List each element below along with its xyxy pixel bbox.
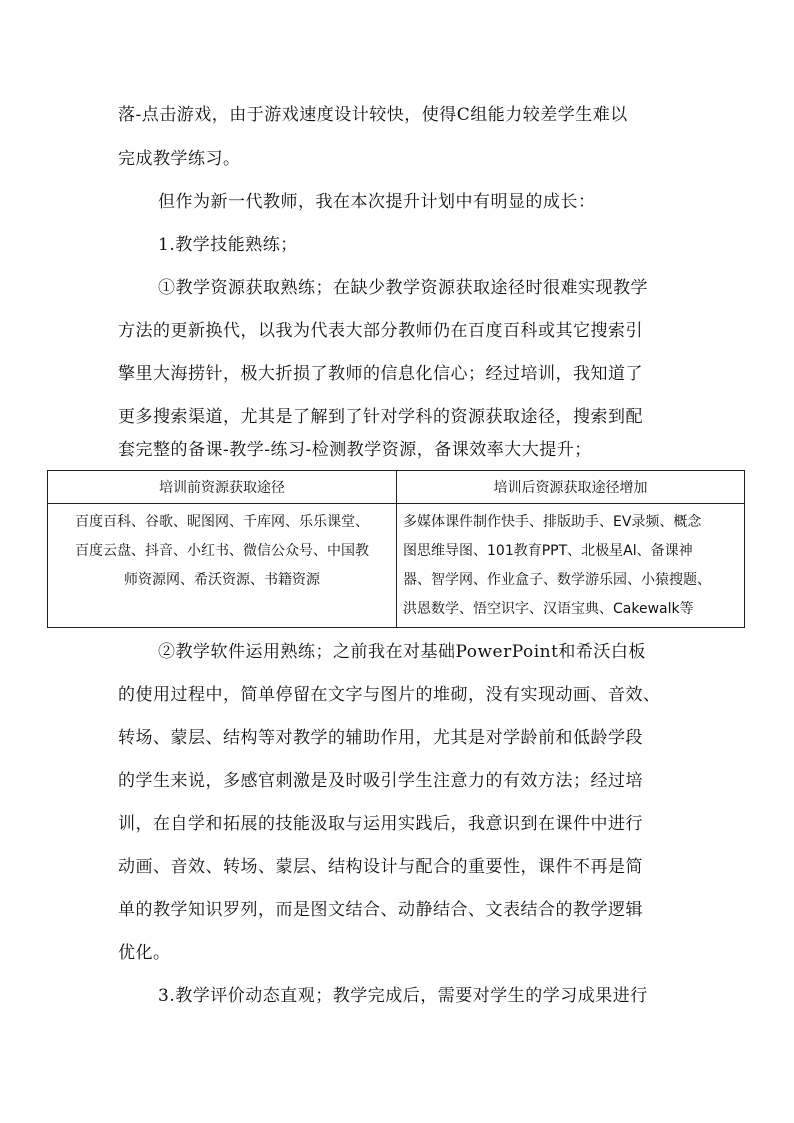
text-line: 单的教学知识罗列，而是图文结合、动静结合、文表结合的教学逻辑	[118, 900, 643, 920]
section-heading: 3.教学评价动态直观；教学完成后，需要对学生的学习成果进行	[158, 986, 648, 1006]
text-line: 擎里大海捞针，极大折损了教师的信息化信心；经过培训，我知道了	[118, 364, 643, 384]
table-cell-after	[397, 504, 745, 628]
text-line: 更多搜索渠道，尤其是了解到了针对学科的资源获取途径，搜索到配	[118, 407, 643, 427]
cell-text-line: 图思维导图、101教育PPT、北极星Al、备课神	[403, 543, 693, 559]
table-cell-before	[48, 504, 397, 628]
table-header-before: 培训前资源获取途径	[48, 471, 397, 504]
cell-text-line: 师资源网、希沃资源、书籍资源	[124, 572, 320, 588]
cell-text-line: 器、智学网、作业盒子、数学游乐园、小猿搜题、	[403, 572, 711, 588]
table-header-after: 培训后资源获取途径增加	[397, 471, 745, 504]
cell-text-line: 洪恩数学、悟空识字、汉语宝典、Cakewalk等	[403, 601, 694, 617]
text-line: 转场、蒙层、结构等对教学的辅助作用，尤其是对学龄前和低龄学段	[118, 728, 643, 748]
text-line: 完成教学练习。	[118, 149, 241, 169]
text-line: ①教学资源获取熟练；在缺少教学资源获取途径时很难实现教学	[158, 278, 648, 298]
table-header-row	[48, 471, 745, 504]
resource-comparison-table	[47, 470, 745, 628]
text-line: 动画、音效、转场、蒙层、结构设计与配合的重要性，课件不再是简	[118, 857, 643, 877]
text-line: ②教学软件运用熟练；之前我在对基础PowerPoint和希沃白板	[158, 642, 646, 662]
text-line: 训，在自学和拓展的技能汲取与运用实践后，我意识到在课件中进行	[118, 814, 643, 834]
text-line: 的学生来说，多感官刺激是及时吸引学生注意力的有效方法；经过培	[118, 771, 643, 791]
text-line: 的使用过程中，简单停留在文字与图片的堆砌，没有实现动画、音效、	[118, 685, 661, 705]
table-row	[48, 504, 745, 628]
text-line: 优化。	[118, 943, 171, 963]
cell-text-line: 百度云盘、抖音、小红书、微信公众号、中国教	[75, 543, 369, 559]
text-line: 落-点击游戏，由于游戏速度设计较快，使得C组能力较差学生难以	[118, 105, 628, 125]
text-line: 但作为新一代教师，我在本次提升计划中有明显的成长：	[158, 192, 596, 212]
cell-text-line: 多媒体课件制作快手、排版助手、EV录频、概念	[403, 514, 702, 530]
text-line: 方法的更新换代，以我为代表大部分教师仍在百度百科或其它搜索引	[118, 321, 643, 341]
text-line: 套完整的备课-教学-练习-检测教学资源，备课效率大大提升；	[118, 440, 592, 460]
section-heading: 1.教学技能熟练；	[158, 235, 298, 255]
cell-text-line: 百度百科、谷歌、昵图网、千库网、乐乐课堂、	[75, 514, 369, 530]
